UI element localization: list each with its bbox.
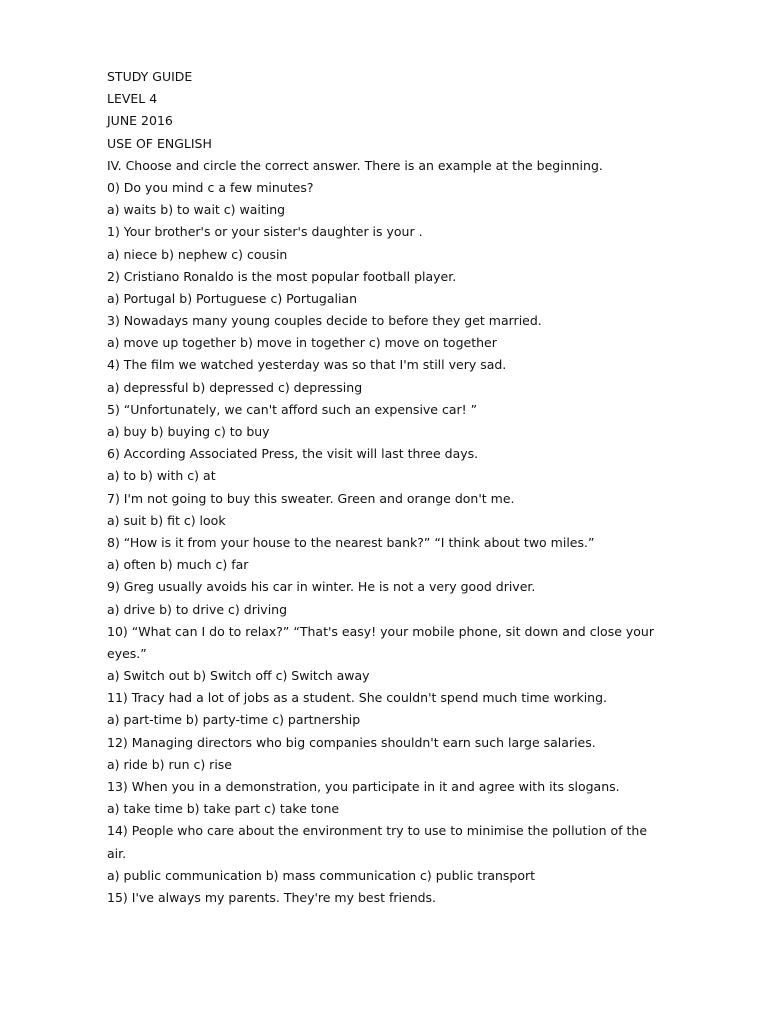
question-14-continuation: air. (107, 845, 127, 861)
question-3: 3) Nowadays many young couples decide to before they get married. (107, 313, 542, 329)
options-7: a) suit b) fit c) look (107, 512, 226, 528)
header-date: JUNE 2016 (107, 113, 173, 129)
options-0: a) waits b) to wait c) waiting (107, 202, 286, 218)
document-body (107, 70, 667, 913)
options-12: a) ride b) run c) rise (107, 756, 232, 772)
options-5: a) buy b) buying c) to buy (107, 424, 270, 439)
question-10-continuation: eyes.” (107, 645, 147, 661)
options-13: a) take time b) take part c) take tone (107, 801, 340, 817)
question-5: 5) “Unfortunately, we can't afford such an expensive car! ” (107, 401, 478, 417)
header-study-guide: STUDY GUIDE (107, 69, 193, 84)
options-11: a) part-time b) party-time c) partnership (107, 712, 361, 728)
header-section: USE OF ENGLISH (107, 135, 212, 151)
options-8: a) often b) much c) far (107, 557, 249, 573)
question-10: 10) “What can I do to relax?” “That's easy! your mobile phone, sit down and close your (107, 623, 654, 639)
question-9: 9) Greg usually avoids his car in winter. He is not a very good driver. (107, 579, 536, 595)
options-4: a) depressful b) depressed c) depressing (107, 379, 363, 395)
options-1: a) niece b) nephew c) cousin (107, 246, 288, 262)
question-2: 2) Cristiano Ronaldo is the most popular football player. (107, 268, 457, 284)
options-9: a) drive b) to drive c) driving (107, 601, 288, 617)
options-10: a) Switch out b) Switch off c) Switch away (107, 668, 370, 684)
options-3: a) move up together b) move in together c) move on together (107, 335, 497, 351)
instruction: IV. Choose and circle the correct answer. There is an example at the beginning. (107, 157, 603, 173)
question-1: 1) Your brother's or your sister's daughter is your . (107, 224, 423, 240)
question-15: 15) I've always my parents. They're my best friends. (107, 889, 437, 905)
question-4: 4) The film we watched yesterday was so that I'm still very sad. (107, 357, 507, 373)
question-13: 13) When you in a demonstration, you participate in it and agree with its slogans. (107, 779, 620, 794)
question-6: 6) According Associated Press, the visit will last three days. (107, 446, 479, 462)
question-14: 14) People who care about the environment try to use to minimise the pollution of the (107, 823, 648, 839)
question-11: 11) Tracy had a lot of jobs as a student. She couldn't spend much time working. (107, 690, 607, 706)
header-level: LEVEL 4 (107, 91, 158, 107)
question-8: 8) “How is it from your house to the nearest bank?” “I think about two miles.” (107, 534, 595, 550)
question-7: 7) I'm not going to buy this sweater. Green and orange don't me. (107, 490, 515, 506)
options-14: a) public communication b) mass communication c) public transport (107, 867, 536, 883)
options-2: a) Portugal b) Portuguese c) Portugalian (107, 290, 358, 306)
question-0: 0) Do you mind c a few minutes? (107, 179, 314, 195)
options-6: a) to b) with c) at (107, 468, 216, 484)
question-12: 12) Managing directors who big companies shouldn't earn such large salaries. (107, 734, 596, 750)
